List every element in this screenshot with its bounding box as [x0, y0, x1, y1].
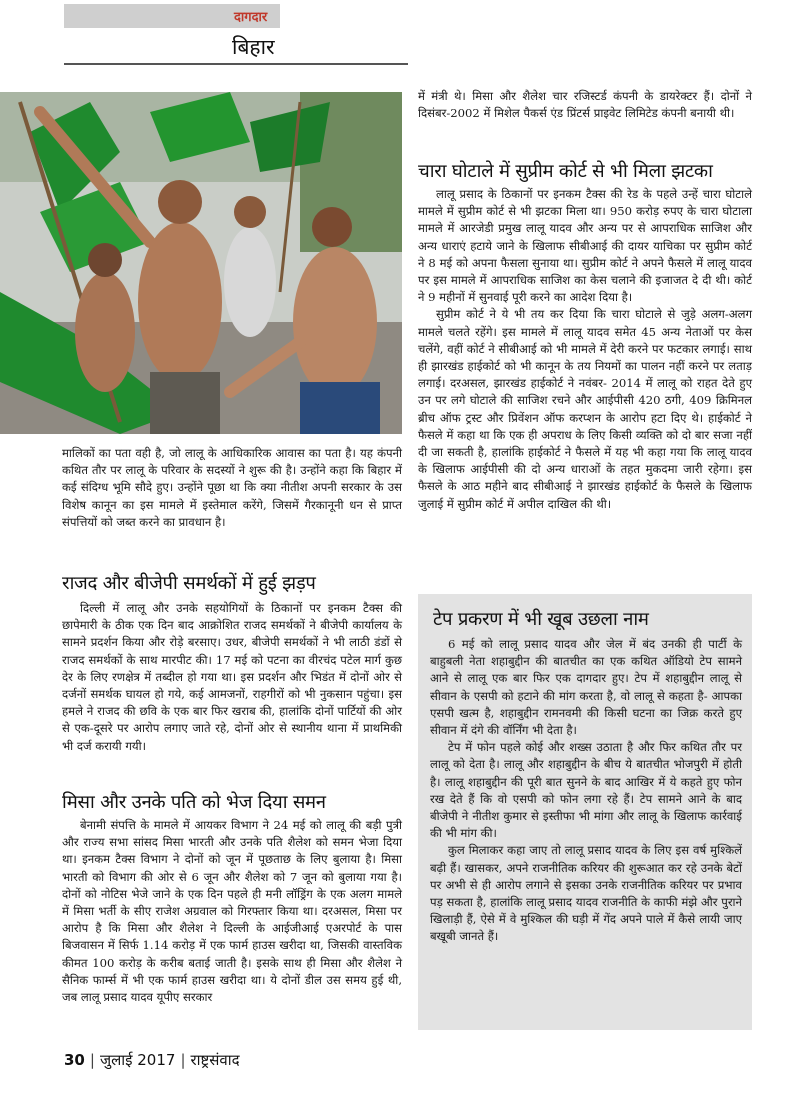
supreme-court-column [418, 186, 752, 513]
footer-separator: | [89, 1051, 95, 1069]
intro-column [62, 445, 402, 531]
section-tag-label: दागदार [234, 10, 268, 25]
heading-tape: टेप प्रकरण में भी खूब उछला नाम [433, 609, 649, 630]
tape-sidebar-text [430, 636, 742, 946]
tape-paragraph: 6 मई को लालू प्रसाद यादव और जेल में बंद उनकी ही पार्टी के बाहुबली नेता शहाबुद्दीन की बातचीत का एक कथित ऑडियो टेप सामने आने से लालू एक बार फिर एक दागदार हुए। टेप में शहाबुद्दीन लालू से सीवान के एसपी को हटाने की मांग करता है, वो लालू से कहता है- आपका एसपी खत्म है, शहाबुद्दीन रामनवमी की किसी घटना का जिक्र करते हुए सीवान में दंगे की वॉर्निंग भी देता है। [430, 637, 742, 738]
summon-paragraph: बेनामी संपत्ति के मामले में आयकर विभाग ने 24 मई को लालू की बड़ी पुत्री और राज्य सभा सांसद मिसा भारती और उनके पति शैलेश को समन भेजा दिया था। इनकम टैक्स विभाग ने दोनों को जून में पूछताछ के लिए बुलाया है। मिसा भारती को विभाग की ओर से 6 जून और शैलेश को 7 जून को बुलाया गया है। दोनों को नोटिस भेजे जाने के एक दिन पहले ही मनी लॉड्रिंग के एक अलग मामले में मिसा भर्ती के सीए राजेश अग्रवाल को गिरफ्तार किया था। दरअसल, मिसा पर आरोप है कि मिसा और शैलेश ने दिल्ली के आईजीआई एअरपोर्ट के पास बिजवासन में सिर्फ 1.14 करोड़ में एक फार्म हाउस खरीदा था, जिसकी वास्तविक कीमत 100 करोड़ के करीब बताई जाती है। इसके साथ ही मिसा और शैलेश ने सैनिक फार्म्स में भी एक फार्म हाउस खरीदा था। ये दोनों डील उस समय हुई थी, जब लालू प्रसाद यादव यूपीए सरकार [62, 818, 402, 1005]
supreme-court-paragraph: सुप्रीम कोर्ट ने ये भी तय कर दिया कि चारा घोटाले से जुड़े अलग-अलग मामले चलते रहेंगे। इस मामले में लालू यादव समेत 45 अन्य नेताओं पर केस चलेंगे, वहीं कोर्ट ने सीबीआई को भी मामले में देरी करने पर फटकार लगाई। साथ ही झारखंड हाईकोर्ट को भी कानून के तय नियमों का पालन नहीं करने पर लताड़ लगाई। दरअसल, झारखंड हाईकोर्ट ने नवंबर- 2014 में लालू को राहत देते हुए उन पर लगे घोटाले की साजिश रचने और आईपीसी 420 ठगी, 409 क्रिमिनल ब्रीच ऑफ ट्रस्ट और प्रिवेंशन ऑफ करप्शन के आरोप हटा दिए थे। हाईकोर्ट ने फैसले में कहा था कि एक ही अपराध के लिए किसी व्यक्ति को दो बार सजा नहीं दी जा सकती है, हालांकि हाईकोर्ट ने फैसले में यह भी कहा गया कि लालू यादव के खिलाफ आईपीसी की दो अन्य धाराओं के तहत मुकदमा जारी रहेगा। इस फैसले के आठ महीने बाद सीबीआई ने झारखंड हाईकोर्ट के फैसले के खिलाफ जुलाई में सुप्रीम कोर्ट में अपील दाखिल की थी। [418, 307, 752, 511]
section-title: बिहार [232, 35, 275, 59]
heading-clash: राजद और बीजेपी समर्थकों में हुई झड़प [62, 573, 316, 594]
tape-paragraph: टेप में फोन पहले कोई और शख्स उठाता है और फिर कथित तौर पर लालू को देता है। लालू और शहाबुद्दीन के बीच ये बातचीत भोजपुरी में होती है। लालू शहाबुद्दीन की पूरी बात सुनने के बाद आखिर में ये कहते हुए फोन रख देते हैं कि वो एसपी को फोन लगा रहे हैं। टेप सामने आने के बाद बीजेपी ने नीतीश कुमार से इस्तीफा भी मांगा और लालू के खिलाफ कार्रवाई की भी मांग की। [430, 740, 742, 841]
continuation-column [418, 88, 752, 122]
magazine-name: राष्ट्रसंवाद [190, 1051, 240, 1069]
summon-column [62, 817, 402, 1006]
intro-paragraph: मालिकों का पता वही है, जो लालू के आधिकारिक आवास का पता है। यह कंपनी कथित तौर पर लालू के परिवार के सदस्यों ने शुरू की है। उन्होंने कहा कि बिहार में कई संदिग्ध भूमि सौदे हुए। उन्होंने पूछा था कि क्या नीतीश अपनी सरकार के उस विशेष कानून का इस मामले में इस्तेमाल करेंगे, जिसमें गैरकानूनी धन से प्राप्त संपत्तियों को जब्त करने का प्रावधान है। [62, 446, 402, 529]
continuation-paragraph: में मंत्री थे। मिसा और शैलेश चार रजिस्टर्ड कंपनी के डायरेक्टर हैं। दोनों ने दिसंबर-2002 में मिशेल पैकर्स एंड प्रिंटर्स प्राइवेट लिमिटेड कंपनी बनायी थी। [418, 89, 752, 121]
header-rule [64, 63, 408, 65]
tape-paragraph: कुल मिलाकर कहा जाए तो लालू प्रसाद यादव के लिए इस वर्ष मुश्किलें बढ़ी हैं। खासकर, अपने राजनीतिक करियर की शुरूआत कर रहे उनके बेटों पर अभी से ही आरोप लगाने से इसका उनके राजनीतिक करियर पर प्रभाव पड़ सकता है, हालांकि लालू प्रसाद यादव राजनीति के काफी मंझे और पुराने खिलाड़ी हैं, ऐसे में वे मुश्किल की घड़ी में गेंद अपने पाले में कैसे लायी जाए बखूबी जानते हैं। [430, 843, 742, 944]
clash-column [62, 600, 402, 755]
supreme-court-paragraph: लालू प्रसाद के ठिकानों पर इनकम टैक्स की रेड के पहले उन्हें चारा घोटाले मामले में सुप्रीम कोर्ट से भी झटका मिला था। 950 करोड़ रुपए के चारा घोटाला मामले में आरजेडी प्रमुख लालू यादव और अन्य पर से आपराधिक साजिश और अन्य धाराएं हटाये जाने के खिलाफ सीबीआई की दायर याचिका पर सुप्रीम कोर्ट ने 8 मई को अपना फैसला सुनाया था। सुप्रीम कोर्ट ने अपने फैसले में लालू यादव पर इस मामले में आपराधिक साजिश का केस चलाने की इजाजत दे दी थी। कोर्ट ने 9 महीनों में सुनवाई पूरी करने का आदेश दिया है। [418, 187, 752, 305]
footer-separator: | [180, 1051, 186, 1069]
issue-date: जुलाई 2017 [99, 1051, 176, 1069]
page-footer [64, 1050, 240, 1070]
section-tag [64, 4, 280, 28]
heading-summon: मिसा और उनके पति को भेज दिया समन [62, 792, 326, 813]
clash-paragraph: दिल्ली में लालू और उनके सहयोगियों के ठिकानों पर इनकम टैक्स की छापेमारी के ठीक एक दिन बाद आक्रोशित राजद समर्थकों ने बीजेपी कार्यालय के सामने प्रदर्शन किया और रोड़े बरसाए। उधर, बीजेपी समर्थकों ने भी लाठी डंडों से राजद समर्थकों के साथ मारपीट की। 17 मई को पटना का वीरचंद पटेल मार्ग कुछ देर के लिए रणक्षेत्र में तब्दील हो गया था। इस प्रदर्शन और भिडंत में दोनों ओर से दर्जनों समर्थक घायल हो गये, कई आमजनों, राहगीरों को भी नुकसान पहुंचा। इस हमले ने राजद की छवि के एक बार फिर खराब की, हालांकि दोनों पार्टियों की ओर से एक-दूसरे पर आरोप लगाए जाते रहे, दोनों ओर से स्थानीय थाना में प्राथमिकी भी दर्ज करायी गयी। [62, 601, 402, 753]
page-number: 30 [64, 1051, 85, 1069]
protest-photo [0, 92, 402, 434]
heading-supreme-court: चारा घोटाले में सुप्रीम कोर्ट से भी मिला झटका [418, 161, 713, 182]
